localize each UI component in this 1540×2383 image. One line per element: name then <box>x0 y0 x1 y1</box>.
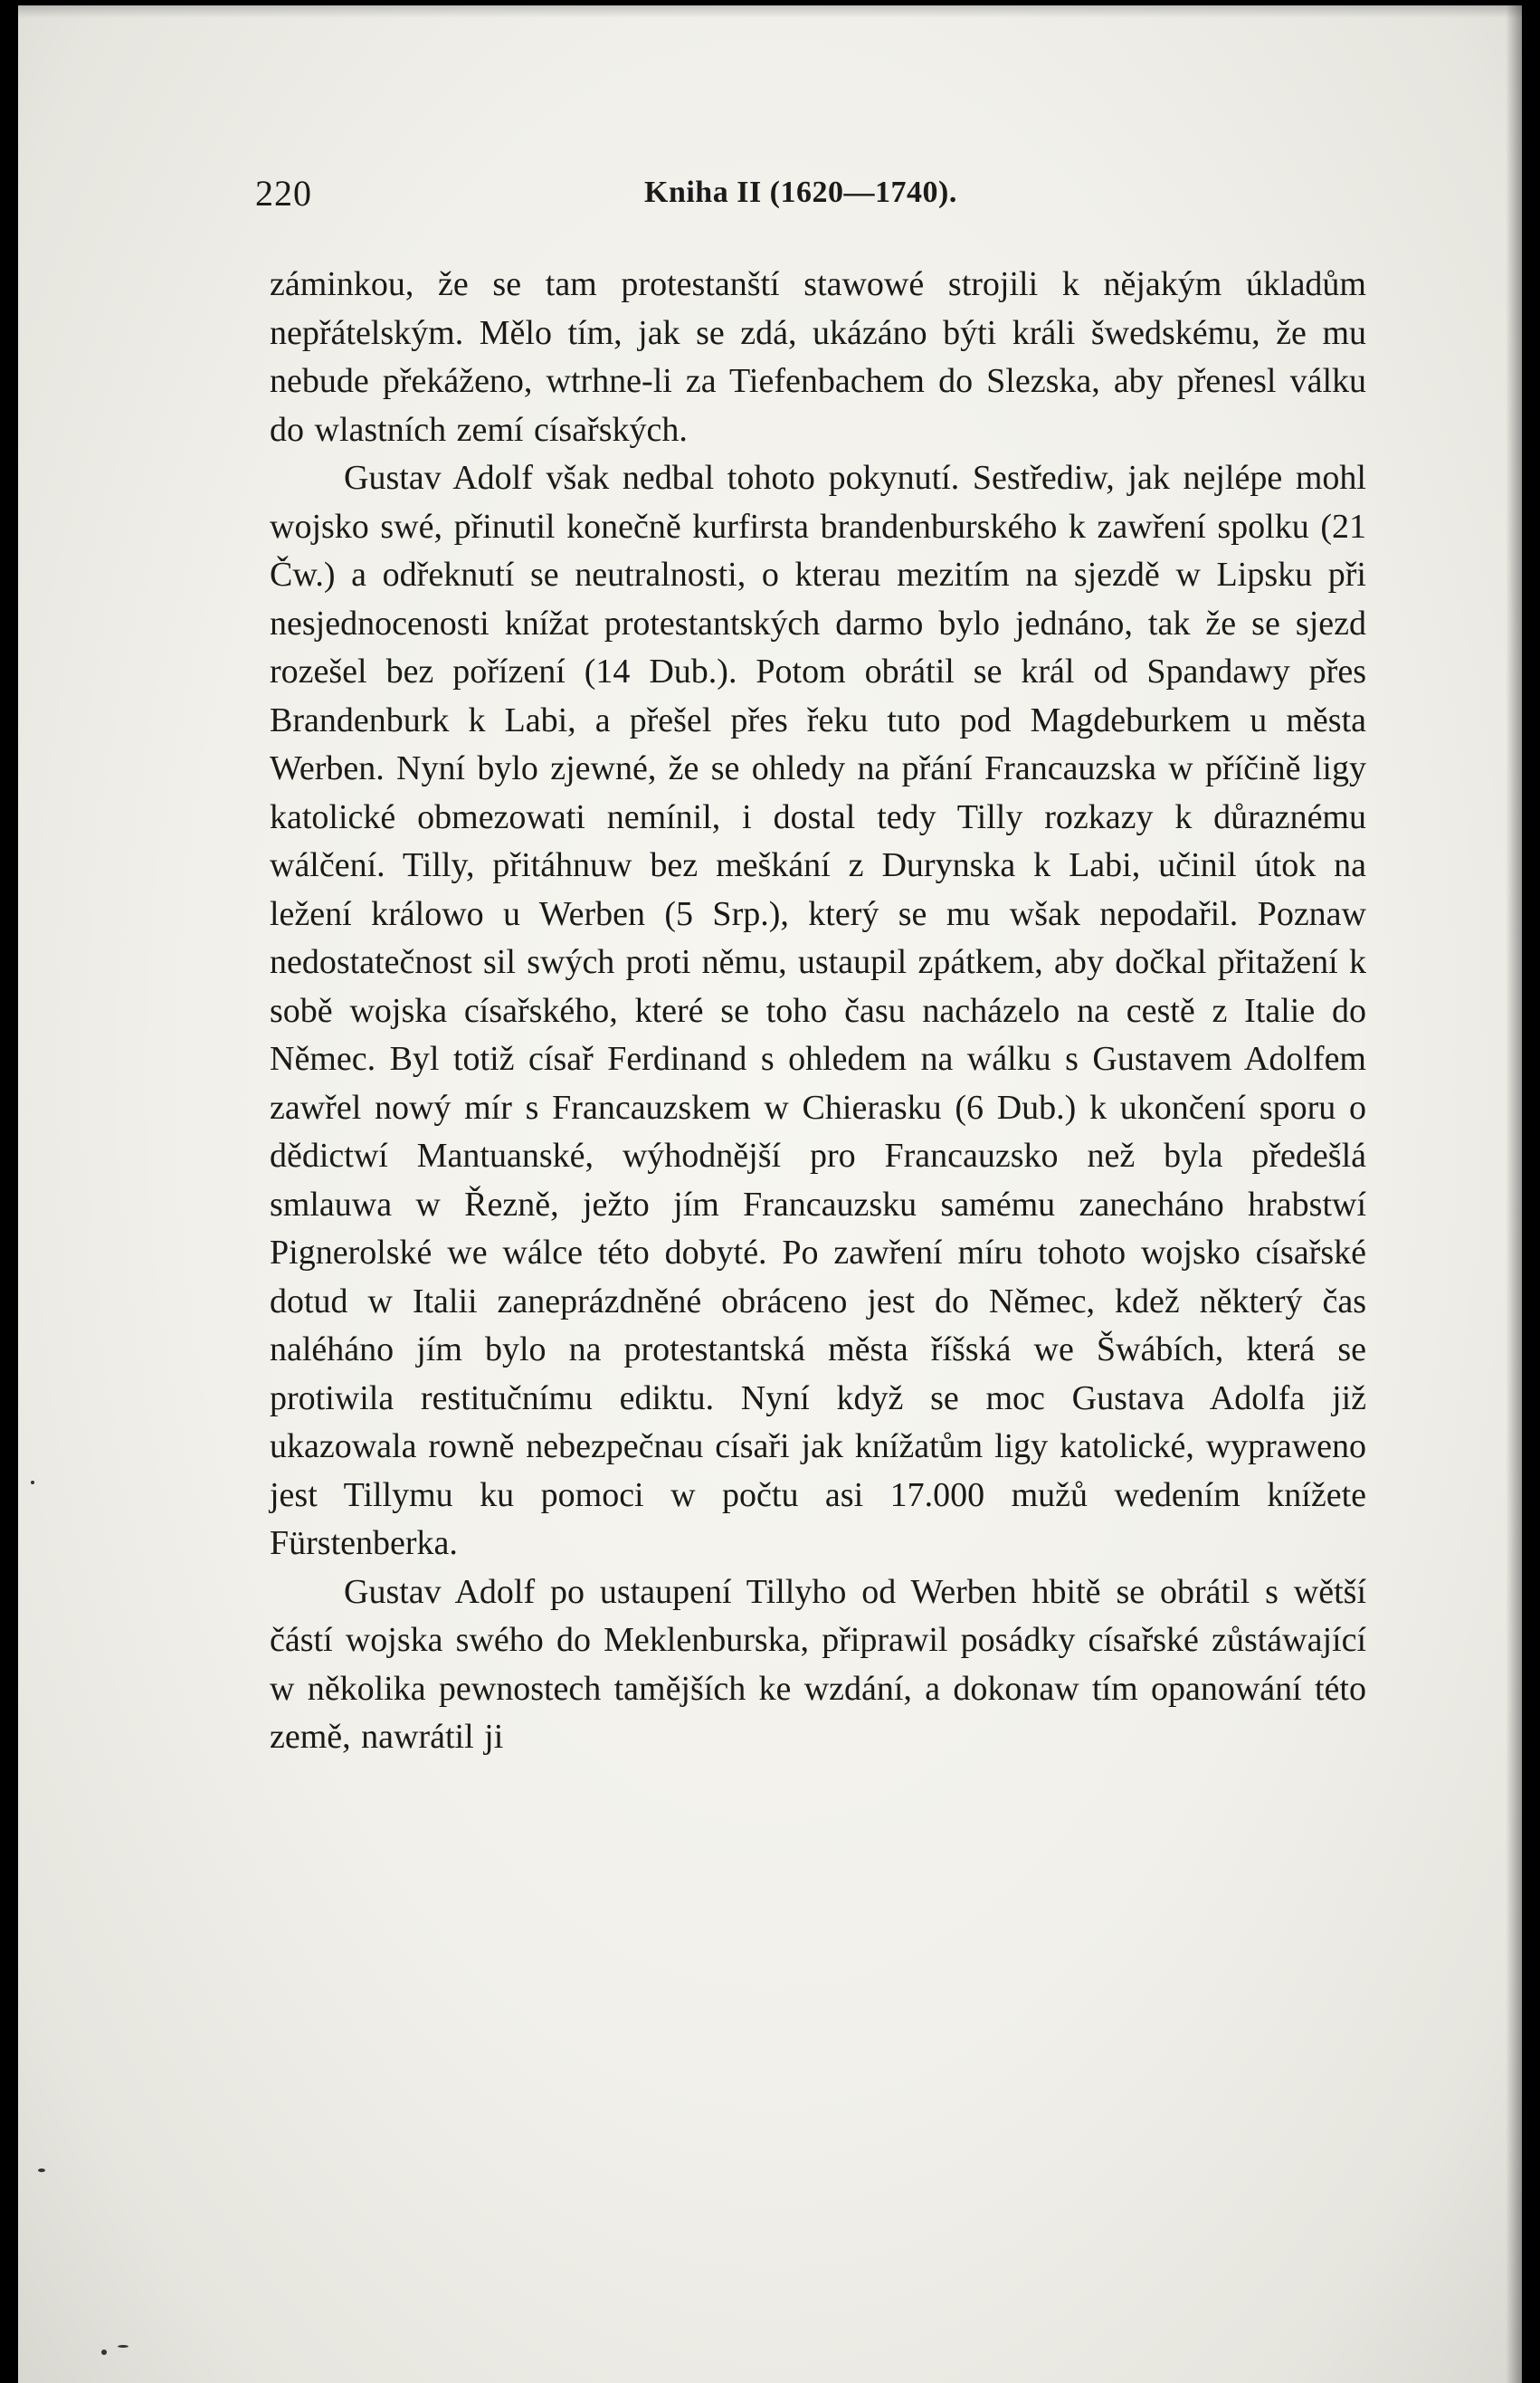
paragraph-3: Gustav Adolf po ustaupení Tillyho od Werben hbitě se obrátil s wětší částí wojska swého do Meklenburska, připrawil posádky císařské zůstáwající w několika pewnostech tamějších ke wzdání, a dokonaw tím opanowání této země, nawrátil ji <box>270 1572 1366 1756</box>
paper-sheet <box>18 5 1522 2383</box>
scan-shadow-top <box>18 5 1522 18</box>
scan-shadow-right <box>1506 5 1522 2383</box>
running-head: Kniha II (1620—1740). <box>644 176 957 209</box>
page-header <box>255 172 1361 217</box>
paragraph-2: Gustav Adolf však nedbal tohoto pokynutí. Sestřediw, jak nejlépe mohl wojsko swé, přinutil konečně kurfirsta brandenburského k zawření spolku (21 Čw.) a odřeknutí se neutralnosti, o kterau mezitím na sjezdě w Lipsku při nesjednocenosti knížat protestantských darmo bylo jednáno, tak že se sjezd rozešel bez pořízení (14 Dub.). Potom obrátil se král od Spandawy přes Brandenburk k Labi, a přešel přes řeku tuto pod Magdeburkem u města Werben. Nyní bylo zjewné, že se ohledy na přání Francauzska w příčině ligy katolické obmezowati nemínil, i dostal tedy Tilly rozkazy k důraznému wálčení. Tilly, přitáhnuw bez meškání z Durynska k Labi, učinil útok na ležení králowo u Werben (5 Srp.), který se mu wšak nepodařil. Poznaw nedostatečnost sil swých proti němu, ustaupil zpátkem, aby dočkal přitažení k sobě wojska císařského, které se toho času nacházelo na cestě z Italie do Němec. Byl totiž císař Ferdinand s ohledem na wálku s Gustavem Adolfem zawřel nowý mír s Francauzskem w Chierasku (6 Dub.) k ukončení sporu o dědictwí Mantuanské, wýhodnější pro Francauzsko než byla předešlá smlauwa w Řezně, ježto jím Francauzsku samému zanecháno hrabstwí Pignerolské we wálce této dobyté. Po zawření míru tohoto wojsko císařské dotud w Italii zaneprázdněné obráceno jest do Němec, kdež některý čas naléháno jím bylo na protestantská města říšská we Šwábích, která se protiwila restitučnímu ediktu. Nyní když se moc Gustava Adolfa již ukazowala rowně nebezpečnau císaři jak knížatům ligy katolické, wypraweno jest Tillymu ku pomoci w počtu asi 17.000 mužů wedením knížete Fürstenberka. <box>270 459 1366 1562</box>
body-text <box>270 261 1366 1762</box>
scan-speck <box>118 2345 128 2348</box>
scan-speck <box>38 2169 45 2172</box>
page-number: 220 <box>255 173 312 214</box>
paragraph-1: záminkou, že se tam protestanští stawowé strojili k nějakým úkladům nepřátelským. Mělo tím, jak se zdá, ukázáno býti králi šwedskému, že mu nebude překáženo, wtrhne-li za Tiefenbachem do Slezska, aby přenesl válku do wlastních zemí císařských. <box>270 265 1366 449</box>
scan-speck <box>101 2350 107 2355</box>
scan-speck <box>31 1481 34 1484</box>
